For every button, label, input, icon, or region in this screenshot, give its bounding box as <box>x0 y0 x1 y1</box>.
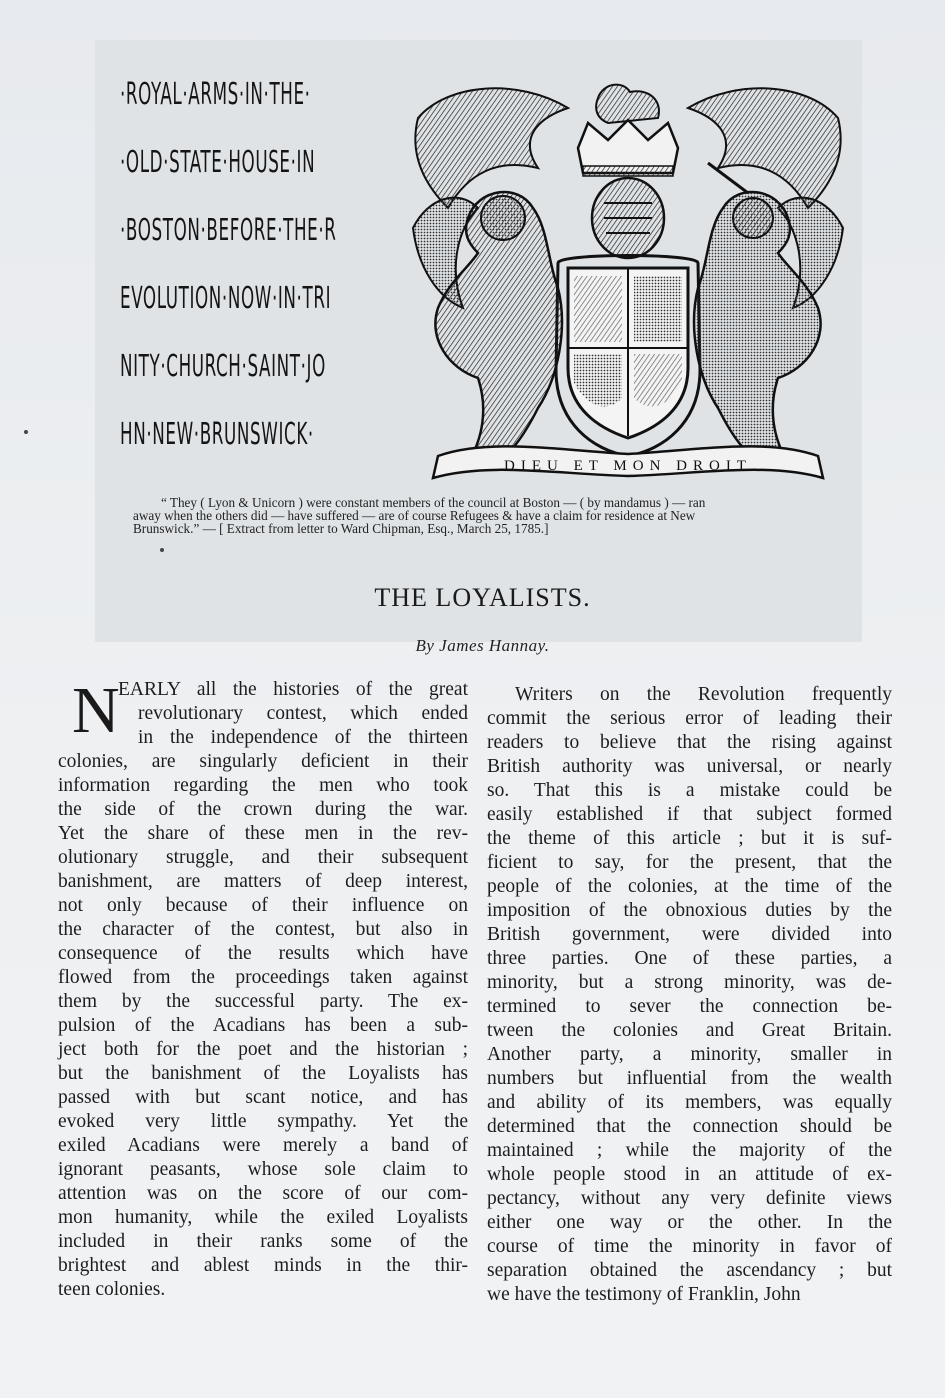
text-line: determined that the connection should be <box>487 1116 892 1137</box>
text-line: but the banishment of the Loyalists has <box>58 1063 468 1084</box>
text-line: course of time the minority in favor of <box>487 1236 892 1257</box>
text-line: imposition of the obnoxious duties by the <box>487 900 892 921</box>
article-byline: By James Hannay. <box>415 636 550 655</box>
text-line: people of the colonies, at the time of the <box>487 876 892 897</box>
text-line: three parties. One of these parties, a <box>487 948 892 969</box>
text-line: information regarding the men who took <box>58 775 468 796</box>
text-line: British government, were divided into <box>487 924 892 945</box>
side-text-line: ·ROYAL·ARMS·IN·THE· <box>120 77 311 112</box>
text-line: revolutionary contest, which ended <box>138 703 468 724</box>
text-line: evoked very little sympathy. Yet the <box>58 1111 468 1132</box>
text-line: exiled Acadians were merely a band of <box>58 1135 468 1156</box>
text-line: and ability of its members, was equally <box>487 1092 892 1113</box>
drop-cap: N <box>72 674 120 747</box>
print-speck <box>160 548 164 552</box>
left-column <box>58 674 468 1302</box>
side-text-line: ·OLD·STATE·HOUSE·IN <box>120 145 316 180</box>
text-line: passed with but scant notice, and has <box>58 1087 468 1108</box>
side-text-line: HN·NEW·BRUNSWICK· <box>120 417 314 452</box>
text-line: the side of the crown during the war. <box>58 799 468 820</box>
caption-line: Brunswick.” — [ Extract from letter to Ward Chipman, Esq., March 25, 1785.] <box>133 521 549 536</box>
text-line: ject both for the poet and the historian ; <box>58 1039 468 1060</box>
text-line: included in their ranks some of the <box>58 1231 468 1252</box>
text-line: in the independence of the thirteen <box>138 727 468 748</box>
text-line: we have the testimony of Franklin, John <box>487 1284 801 1305</box>
text-line: teen colonies. <box>58 1279 166 1300</box>
text-line: banishment, are matters of deep interest, <box>58 871 468 892</box>
text-line: ficient to say, for the present, that the <box>487 852 892 873</box>
text-line: tween the colonies and Great Britain. <box>487 1020 892 1041</box>
text-line: separation obtained the ascendancy ; but <box>487 1260 892 1281</box>
side-text-line: ·BOSTON·BEFORE·THE·R <box>120 213 337 248</box>
text-line: numbers but influential from the wealth <box>487 1068 892 1089</box>
text-line: termined to sever the connection be- <box>487 996 892 1017</box>
text-line: Writers on the Revolution frequently <box>515 684 892 705</box>
text-line: easily established if that subject formed <box>487 804 892 825</box>
motto-banner-text: DIEU ET MON DROIT <box>504 458 752 474</box>
caption-line: “ They ( Lyon & Unicorn ) were constant members of the council at Boston — ( by mandamus ) — ran <box>161 495 706 510</box>
royal-arms-image <box>408 78 848 490</box>
print-speck <box>24 430 28 434</box>
illustration-side-text <box>120 77 337 488</box>
caption-line: away when the others did — have suffered — are of course Refugees & have a claim for residence at New <box>133 508 696 523</box>
text-line: the character of the contest, but also in <box>58 919 468 940</box>
article-title: THE LOYALISTS. <box>374 583 591 612</box>
side-text-line: NITY·CHURCH·SAINT·JO <box>120 349 326 384</box>
text-line: Yet the share of these men in the rev- <box>58 823 468 844</box>
text-line: commit the serious error of leading their <box>487 708 892 729</box>
text-line: British authority was universal, or nearly <box>487 756 892 777</box>
text-line: EARLY all the histories of the great <box>118 679 468 700</box>
text-line: them by the successful party. The ex- <box>58 991 468 1012</box>
text-line: either one way or the other. In the <box>487 1212 892 1233</box>
text-line: whole people stood in an attitude of ex- <box>487 1164 892 1185</box>
text-line: minority, but a strong minority, was de- <box>487 972 892 993</box>
text-line: attention was on the score of our com- <box>58 1183 468 1204</box>
text-line: colonies, are singularly deficient in their <box>58 751 468 772</box>
text-line: so. That this is a mistake could be <box>487 780 892 801</box>
illustration-caption <box>133 496 833 535</box>
text-line: Another party, a minority, smaller in <box>487 1044 892 1065</box>
text-line: consequence of the results which have <box>58 943 468 964</box>
text-line: pectancy, without any very definite views <box>487 1188 892 1209</box>
text-line: mon humanity, while the exiled Loyalists <box>58 1207 468 1228</box>
royal-arms-engraving <box>408 78 848 490</box>
side-text-line: EVOLUTION·NOW·IN·TRI <box>120 281 332 316</box>
text-line: ignorant peasants, whose sole claim to <box>58 1159 468 1180</box>
text-line: pulsion of the Acadians has been a sub- <box>58 1015 468 1036</box>
text-line: brightest and ablest minds in the thir- <box>58 1255 468 1276</box>
text-line: olutionary struggle, and their subsequent <box>58 847 468 868</box>
text-line: maintained ; while the majority of the <box>487 1140 892 1161</box>
text-line: readers to believe that the rising against <box>487 732 892 753</box>
text-line: flowed from the proceedings taken against <box>58 967 468 988</box>
text-line: not only because of their influence on <box>58 895 468 916</box>
right-column <box>487 683 892 1307</box>
text-line: the theme of this article ; but it is suf- <box>487 828 892 849</box>
